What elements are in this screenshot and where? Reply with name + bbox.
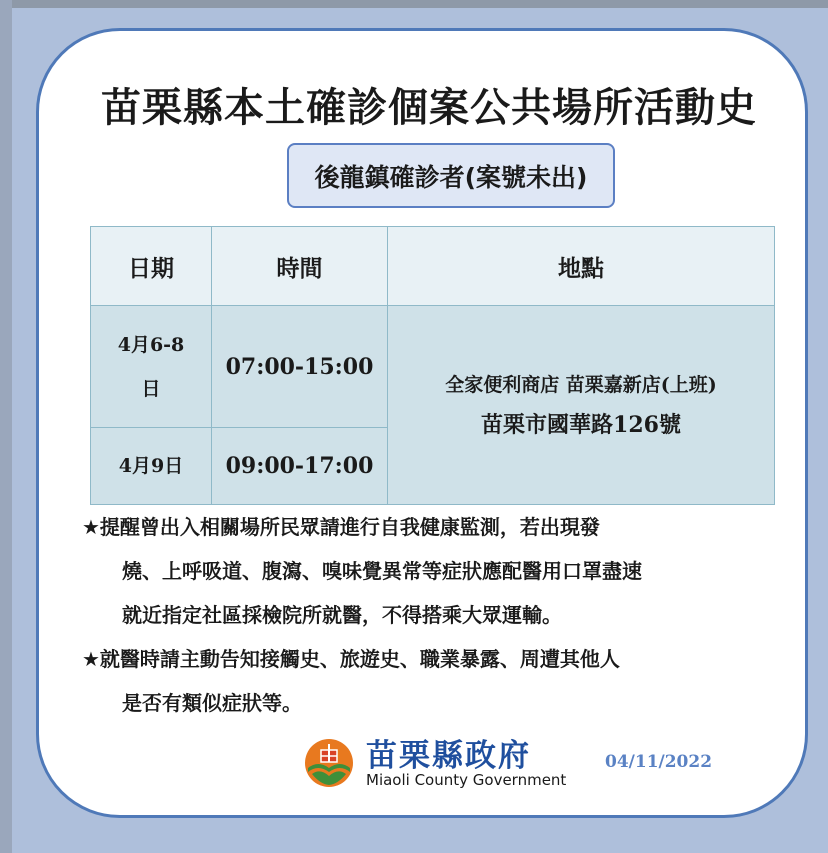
case-label-box — [287, 143, 615, 208]
note-line: 就近指定社區採檢院所就醫，不得搭乘大眾運輸。 — [122, 603, 562, 627]
government-name: 苗栗縣政府 — [366, 738, 531, 774]
row-date: 4月9日 — [91, 428, 212, 505]
page-title: 苗栗縣本土確診個案公共場所活動史 — [101, 85, 757, 131]
place-address: 苗栗市國華路126號 — [481, 411, 681, 438]
table-header-row — [91, 227, 775, 306]
row-place — [388, 306, 775, 505]
note-line: ★就醫時請主動告知接觸史、旅遊史、職業暴露、周遭其他人 — [82, 647, 620, 671]
row-time: 07:00-15:00 — [212, 306, 388, 428]
note-line: 燒、上呼吸道、腹瀉、嗅味覺異常等症狀應配醫用口罩盡速 — [122, 559, 642, 583]
row-date-line2: 日 — [141, 377, 161, 400]
health-notes — [82, 505, 782, 725]
place-name: 全家便利商店 苗栗嘉新店(上班) — [445, 373, 717, 396]
note-line: 是否有類似症狀等。 — [122, 691, 302, 715]
table-row — [91, 306, 775, 428]
row-date — [91, 306, 212, 428]
row-time: 09:00-17:00 — [212, 428, 388, 505]
activity-table — [90, 226, 775, 505]
county-emblem-icon — [304, 738, 354, 788]
publish-date: 04/11/2022 — [605, 752, 713, 772]
note-line: ★提醒曾出入相關場所民眾請進行自我健康監測，若出現發 — [82, 515, 600, 539]
header-place: 地點 — [388, 227, 775, 306]
case-label: 後龍鎮確診者(案號未出) — [314, 162, 588, 192]
top-edge — [0, 0, 828, 8]
header-date: 日期 — [91, 227, 212, 306]
government-name-english: Miaoli County Government — [366, 771, 567, 789]
header-time: 時間 — [212, 227, 388, 306]
row-date-line1: 4月6-8 — [117, 333, 185, 356]
